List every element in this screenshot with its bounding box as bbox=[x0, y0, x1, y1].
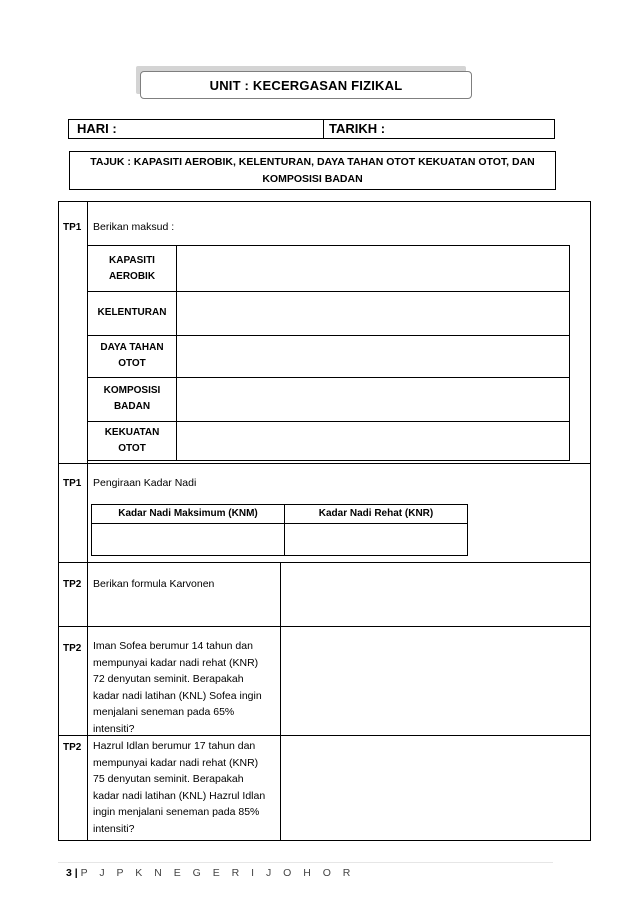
definition-row bbox=[88, 291, 569, 336]
hari-field[interactable]: HARI : bbox=[69, 120, 324, 138]
tajuk-box bbox=[69, 151, 556, 190]
answer-area-formula[interactable] bbox=[281, 563, 591, 626]
definition-term: KOMPOSISI BADAN bbox=[103, 385, 161, 412]
question-line: 75 denyutan seminit. Berapakah bbox=[93, 773, 244, 786]
page-number: 3 bbox=[66, 867, 72, 879]
tp-label: TP2 bbox=[63, 579, 82, 590]
tp-label: TP1 bbox=[63, 478, 82, 489]
definition-term: KELENTURAN bbox=[97, 307, 167, 318]
knr-header: Kadar Nadi Rehat (KNR) bbox=[318, 508, 434, 519]
question-text: Berikan formula Karvonen bbox=[93, 578, 215, 590]
definition-term: KAPASITI AEROBIK bbox=[108, 254, 156, 282]
definition-answer[interactable] bbox=[177, 335, 569, 377]
definition-answer[interactable] bbox=[177, 377, 569, 421]
footer-divider bbox=[58, 862, 553, 863]
heart-rate-table bbox=[91, 504, 468, 556]
tp-label: TP1 bbox=[63, 222, 82, 233]
definition-row bbox=[88, 246, 569, 292]
question-line: mempunyai kadar nadi rehat (KNR) bbox=[93, 656, 259, 669]
question-text: Berikan maksud : bbox=[93, 221, 175, 233]
date-row bbox=[68, 119, 555, 139]
question-text bbox=[93, 738, 265, 838]
unit-title: UNIT : KECERGASAN FIZIKAL bbox=[140, 71, 472, 99]
tp-label: TP2 bbox=[63, 643, 82, 654]
question-line: ingin menjalani seneman pada 85% bbox=[93, 806, 260, 819]
question-line: kadar nadi latihan (KNL) Sofea ingin bbox=[93, 689, 262, 702]
question-line: menjalani seneman pada 65% bbox=[93, 706, 235, 719]
question-line: 72 denyutan seminit. Berapakah bbox=[93, 673, 244, 686]
definition-row bbox=[88, 335, 569, 378]
knr-answer[interactable] bbox=[285, 524, 467, 556]
definition-row bbox=[88, 377, 569, 422]
heart-rate-header bbox=[92, 505, 467, 524]
tp-label: TP2 bbox=[63, 742, 82, 753]
definitions-grid bbox=[87, 245, 570, 461]
definition-answer[interactable] bbox=[177, 291, 569, 335]
knm-header: Kadar Nadi Maksimum (KNM) bbox=[118, 508, 258, 519]
definition-term: DAYA TAHAN OTOT bbox=[100, 342, 164, 369]
knm-answer[interactable] bbox=[92, 524, 284, 556]
question-line: intensiti? bbox=[93, 822, 135, 835]
row-divider bbox=[59, 463, 590, 464]
footer bbox=[66, 867, 355, 879]
definition-answer[interactable] bbox=[177, 246, 569, 291]
question-line: mempunyai kadar nadi rehat (KNR) bbox=[93, 756, 259, 769]
question-line: Hazrul Idlan berumur 17 tahun dan bbox=[93, 740, 256, 752]
footer-separator: | bbox=[74, 867, 78, 879]
answer-area-sofea[interactable] bbox=[281, 627, 591, 735]
question-text: Pengiraan Kadar Nadi bbox=[93, 477, 197, 489]
definition-row bbox=[88, 421, 569, 460]
definition-answer[interactable] bbox=[177, 421, 569, 460]
answer-area-hazrul[interactable] bbox=[281, 736, 591, 841]
question-line: Iman Sofea berumur 14 tahun dan bbox=[93, 640, 253, 652]
question-text bbox=[93, 638, 262, 738]
tarikh-field[interactable]: TARIKH : bbox=[329, 121, 386, 136]
question-line: intensiti? bbox=[93, 722, 135, 735]
footer-org: P J P K N E G E R I J O H O R bbox=[80, 867, 355, 879]
tajuk-line-2: KOMPOSISI BADAN bbox=[262, 173, 363, 185]
question-line: kadar nadi latihan (KNL) Hazrul Idlan bbox=[93, 789, 266, 802]
definition-term: KEKUATAN OTOT bbox=[104, 426, 160, 454]
tajuk-line-1: TAJUK : KAPASITI AEROBIK, KELENTURAN, DAYA TAHAN OTOT KEKUATAN OTOT, DAN bbox=[90, 156, 535, 168]
